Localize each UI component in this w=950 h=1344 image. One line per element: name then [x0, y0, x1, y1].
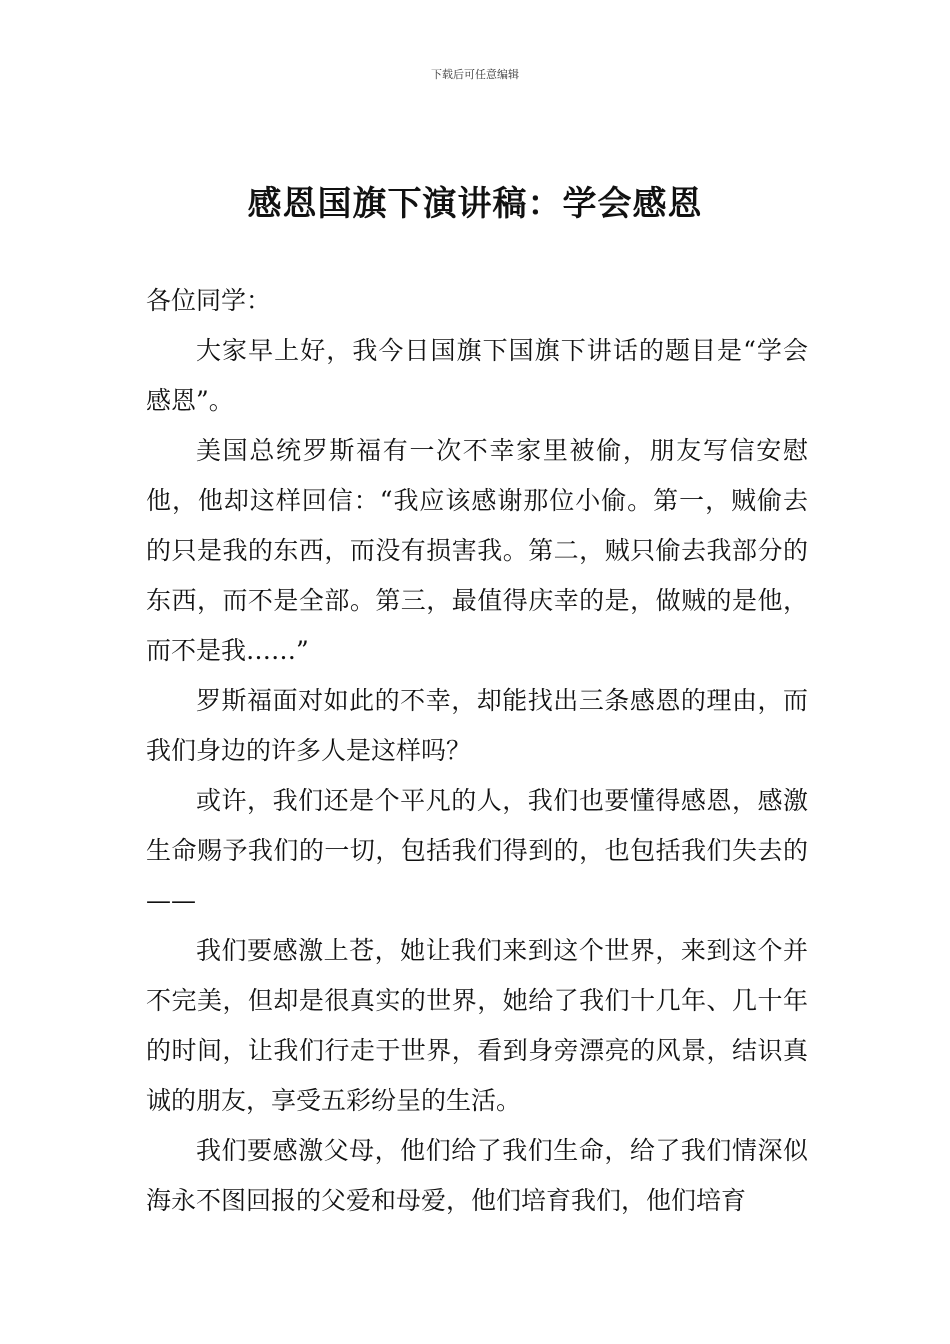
paragraph: 罗斯福面对如此的不幸，却能找出三条感恩的理由，而我们身边的许多人是这样吗？: [146, 686, 808, 765]
paragraph: 或许，我们还是个平凡的人，我们也要懂得感恩，感激生命赐予我们的一切，包括我们得到的，也包括我们失去的——: [146, 786, 808, 915]
document-body: [146, 276, 808, 1226]
paragraph: 美国总统罗斯福有一次不幸家里被偷，朋友写信安慰他，他却这样回信：“我应该感谢那位小偷。第一，贼偷去的只是我的东西，而没有损害我。第二，贼只偷去我部分的东西，而不是全部。第三，最值得庆幸的是，做贼的是他，而不是我……”: [146, 436, 808, 665]
salutation: 各位同学：: [146, 286, 272, 315]
document-title: 感恩国旗下演讲稿：学会感恩: [247, 184, 703, 224]
paragraph: 我们要感激父母，他们给了我们生命，给了我们情深似海永不图回报的父爱和母爱，他们培育我们，他们培育: [146, 1136, 808, 1215]
paragraph: 大家早上好，我今日国旗下国旗下讲话的题目是“学会感恩”。: [146, 336, 808, 415]
header-note: 下载后可任意编辑: [431, 68, 519, 81]
paragraph: 我们要感激上苍，她让我们来到这个世界，来到这个并不完美，但却是很真实的世界，她给了我们十几年、几十年的时间，让我们行走于世界，看到身旁漂亮的风景，结识真诚的朋友，享受五彩纷呈的生活。: [146, 936, 808, 1115]
